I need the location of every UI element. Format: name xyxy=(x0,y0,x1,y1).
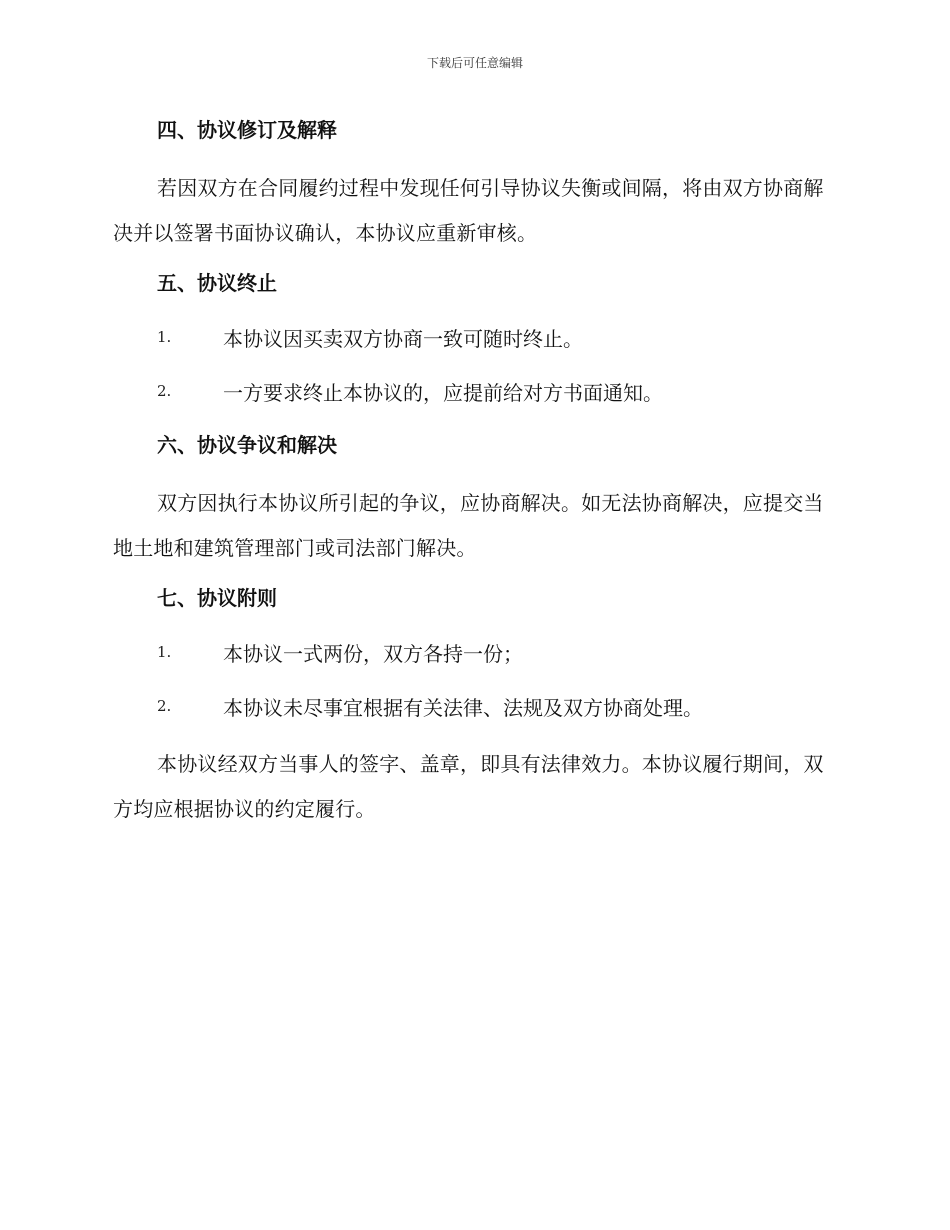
section-heading-termination: 五、协议终止 xyxy=(157,271,277,295)
list-number: 1. xyxy=(157,643,172,661)
list-item xyxy=(113,634,833,670)
section-heading-dispute: 六、协议争议和解决 xyxy=(157,433,337,457)
section-paragraph-revision: 若因双方在合同履约过程中发现任何引导协议失衡或间隔，将由双方协商解决并以签署书面协议确认，本协议应重新审核。 xyxy=(113,176,824,245)
list-text: 一方要求终止本协议的，应提前给对方书面通知。 xyxy=(223,380,663,405)
closing-paragraph: 本协议经双方当事人的签字、盖章，即具有法律效力。本协议履行期间，双方均应根据协议的约定履行。 xyxy=(113,752,824,821)
section-heading-supplementary: 七、协议附则 xyxy=(157,586,277,610)
list-item xyxy=(113,373,833,409)
list-item xyxy=(113,688,833,724)
document-body xyxy=(113,112,833,841)
section-paragraph-dispute: 双方因执行本协议所引起的争议，应协商解决。如无法协商解决，应提交当地土地和建筑管理部门或司法部门解决。 xyxy=(113,491,824,560)
list-number: 2. xyxy=(157,697,172,715)
header-note: 下载后可任意编辑 xyxy=(426,56,523,70)
list-item xyxy=(113,319,833,355)
list-number: 1. xyxy=(157,328,172,346)
list-text: 本协议因买卖双方协商一致可随时终止。 xyxy=(223,326,583,351)
list-number: 2. xyxy=(157,382,172,400)
list-text: 本协议未尽事宜根据有关法律、法规及双方协商处理。 xyxy=(223,695,703,720)
section-heading-revision: 四、协议修订及解释 xyxy=(157,118,337,142)
list-text: 本协议一式两份，双方各持一份； xyxy=(223,641,523,666)
